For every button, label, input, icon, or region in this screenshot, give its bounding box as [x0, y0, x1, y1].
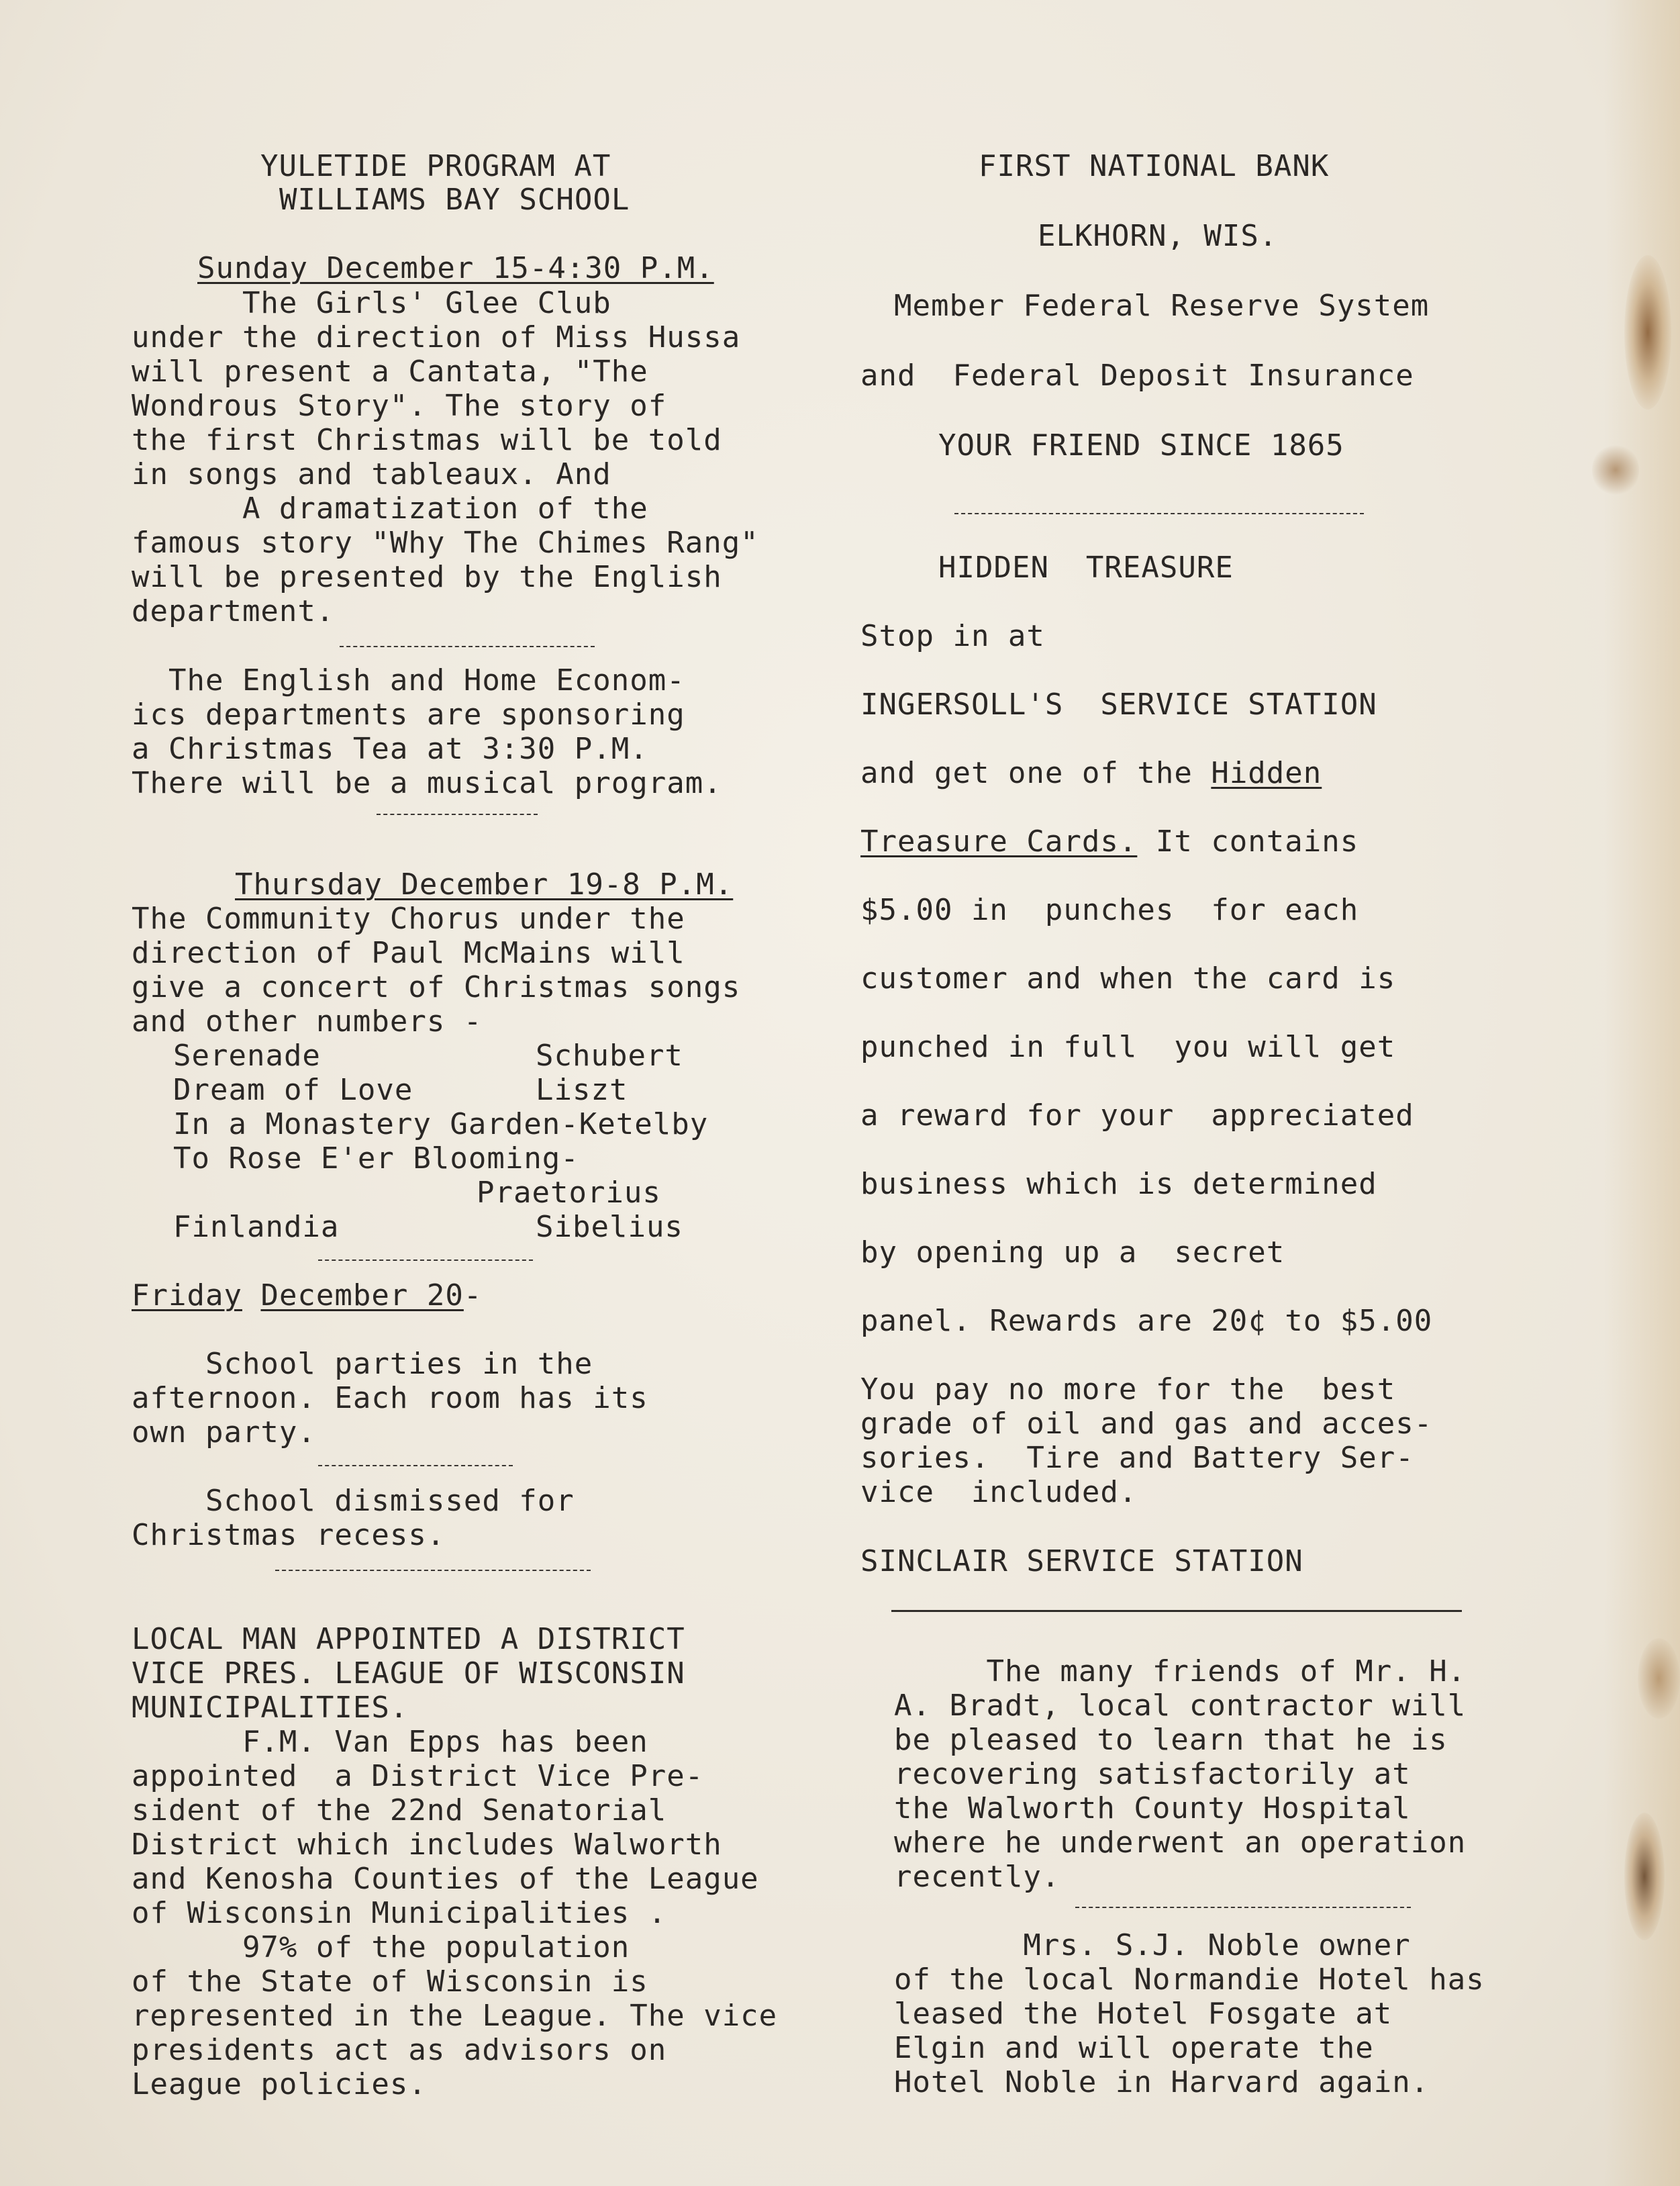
- section-divider: [340, 646, 595, 647]
- program-song: Dream of Love: [173, 1073, 413, 1107]
- league-line: presidents act as advisors on: [132, 2033, 667, 2067]
- program-composer: Liszt: [536, 1073, 628, 1107]
- section-divider: [377, 814, 538, 815]
- sunday-line: will present a Cantata, "The: [132, 354, 648, 389]
- rust-stain: [1592, 443, 1639, 497]
- friday-day: Friday: [132, 1278, 242, 1313]
- dismissed-line: School dismissed for: [132, 1484, 575, 1518]
- tea-line: The English and Home Econom-: [132, 663, 685, 698]
- bradt-line: where he underwent an operation: [894, 1825, 1467, 1860]
- section-divider: [318, 1260, 533, 1261]
- league-line: of Wisconsin Municipalities .: [132, 1896, 667, 1930]
- league-line: sident of the 22nd Senatorial: [132, 1793, 667, 1827]
- noble-line: Elgin and will operate the: [894, 2031, 1374, 2065]
- bradt-line: A. Bradt, local contractor will: [894, 1689, 1467, 1723]
- program-song: Finlandia: [173, 1210, 340, 1244]
- bradt-line: recovering satisfactorily at: [894, 1757, 1411, 1791]
- treasure-text: It contains: [1137, 824, 1359, 859]
- league-line: represented in the League. The vice: [132, 1999, 778, 2033]
- bradt-line: the Walworth County Hospital: [894, 1791, 1411, 1825]
- league-line: District which includes Walworth: [132, 1827, 722, 1862]
- treasure-line: [860, 824, 1358, 859]
- sunday-line: The Girls' Glee Club: [132, 286, 611, 320]
- league-line: 97% of the population: [132, 1930, 630, 1964]
- program-composer: Sibelius: [536, 1210, 683, 1244]
- treasure-line: $5.00 in punches for each: [860, 893, 1359, 927]
- tea-line: There will be a musical program.: [132, 766, 722, 800]
- section-divider: [1075, 1907, 1411, 1908]
- noble-line: Mrs. S.J. Noble owner: [894, 1928, 1411, 1962]
- noble-line: Hotel Noble in Harvard again.: [894, 2065, 1430, 2099]
- rust-stain: [1638, 1638, 1680, 1719]
- dismissed-line: Christmas recess.: [132, 1518, 446, 1552]
- league-line: F.M. Van Epps has been: [132, 1725, 648, 1759]
- thursday-line: The Community Chorus under the: [132, 902, 685, 936]
- league-line: League policies.: [132, 2067, 427, 2101]
- rust-stain: [1624, 255, 1671, 410]
- treasure-line: customer and when the card is: [860, 961, 1396, 996]
- thursday-line: direction of Paul McMains will: [132, 936, 685, 970]
- friday-date-text: December 20: [260, 1278, 464, 1313]
- sunday-line: department.: [132, 594, 335, 628]
- treasure-line: a reward for your appreciated: [860, 1098, 1414, 1133]
- friday-suffix: -: [463, 1278, 483, 1313]
- bank-slogan: YOUR FRIEND SINCE 1865: [938, 428, 1344, 463]
- league-heading-line: MUNICIPALITIES.: [132, 1691, 409, 1725]
- sunday-date: Sunday December 15-4:30 P.M.: [197, 251, 714, 285]
- treasure-line: business which is determined: [860, 1167, 1377, 1201]
- bank-line: Member Federal Reserve System: [894, 289, 1430, 323]
- sunday-line: the first Christmas will be told: [132, 423, 722, 457]
- sunday-line: Wondrous Story". The story of: [132, 389, 667, 423]
- program-song: Serenade: [173, 1039, 321, 1073]
- league-heading-line: VICE PRES. LEAGUE OF WISCONSIN: [132, 1656, 685, 1691]
- bradt-line: be pleased to learn that he is: [894, 1723, 1448, 1757]
- sunday-line: in songs and tableaux. And: [132, 457, 611, 491]
- sunday-line: under the direction of Miss Hussa: [132, 320, 741, 354]
- tea-line: ics departments are sponsoring: [132, 698, 685, 732]
- sunday-line: will be presented by the English: [132, 560, 722, 594]
- friday-line: afternoon. Each room has its: [132, 1381, 648, 1415]
- section-divider: [318, 1465, 513, 1466]
- closing-line: vice included.: [860, 1475, 1138, 1509]
- treasure-line: Stop in at: [860, 619, 1045, 653]
- noble-line: of the local Normandie Hotel has: [894, 1962, 1485, 1997]
- friday-line: own party.: [132, 1415, 316, 1450]
- program-heading-line: WILLIAMS BAY SCHOOL: [279, 183, 630, 217]
- program-composer: Schubert: [536, 1039, 683, 1073]
- league-line: appointed a District Vice Pre-: [132, 1759, 704, 1793]
- closing-line: grade of oil and gas and acces-: [860, 1407, 1433, 1441]
- bradt-line: The many friends of Mr. H.: [894, 1654, 1467, 1689]
- treasure-line: by opening up a secret: [860, 1235, 1285, 1270]
- treasure-heading: HIDDEN TREASURE: [938, 551, 1234, 585]
- section-divider: [954, 513, 1364, 514]
- section-rule: [891, 1610, 1462, 1612]
- bank-city: ELKHORN, WIS.: [1038, 219, 1278, 253]
- thursday-line: give a concert of Christmas songs: [132, 970, 741, 1004]
- treasure-cards: Treasure Cards.: [860, 824, 1138, 859]
- sinclair-signature: SINCLAIR SERVICE STATION: [860, 1544, 1303, 1578]
- noble-line: leased the Hotel Fosgate at: [894, 1997, 1393, 2031]
- thursday-line: and other numbers -: [132, 1004, 483, 1039]
- treasure-line: INGERSOLL'S SERVICE STATION: [860, 687, 1377, 722]
- hidden-word: Hidden: [1211, 756, 1322, 790]
- league-line: of the State of Wisconsin is: [132, 1964, 648, 1999]
- program-song: To Rose E'er Blooming-: [173, 1141, 579, 1176]
- thursday-date: Thursday December 19-8 P.M.: [235, 867, 734, 902]
- league-line: and Kenosha Counties of the League: [132, 1862, 759, 1896]
- league-heading-line: LOCAL MAN APPOINTED A DISTRICT: [132, 1622, 685, 1656]
- closing-line: You pay no more for the best: [860, 1372, 1396, 1407]
- bank-line: and Federal Deposit Insurance: [860, 359, 1414, 393]
- bank-name: FIRST NATIONAL BANK: [979, 149, 1330, 183]
- treasure-line: panel. Rewards are 20¢ to $5.00: [860, 1304, 1433, 1338]
- friday-date: [132, 1278, 482, 1313]
- rust-stain: [1624, 1813, 1665, 1940]
- sunday-line: famous story "Why The Chimes Rang": [132, 526, 759, 560]
- treasure-text: and get one of the: [860, 756, 1212, 790]
- section-divider: [275, 1570, 591, 1571]
- program-heading-line: YULETIDE PROGRAM AT: [260, 149, 611, 183]
- closing-line: sories. Tire and Battery Ser-: [860, 1441, 1414, 1475]
- friday-line: School parties in the: [132, 1347, 593, 1381]
- bradt-line: recently.: [894, 1860, 1060, 1894]
- treasure-line: [860, 756, 1322, 790]
- program-song: In a Monastery Garden-Ketelby: [173, 1107, 709, 1141]
- treasure-line: punched in full you will get: [860, 1030, 1396, 1064]
- program-composer: Praetorius: [477, 1176, 661, 1210]
- sunday-line: A dramatization of the: [132, 491, 648, 526]
- tea-line: a Christmas Tea at 3:30 P.M.: [132, 732, 648, 766]
